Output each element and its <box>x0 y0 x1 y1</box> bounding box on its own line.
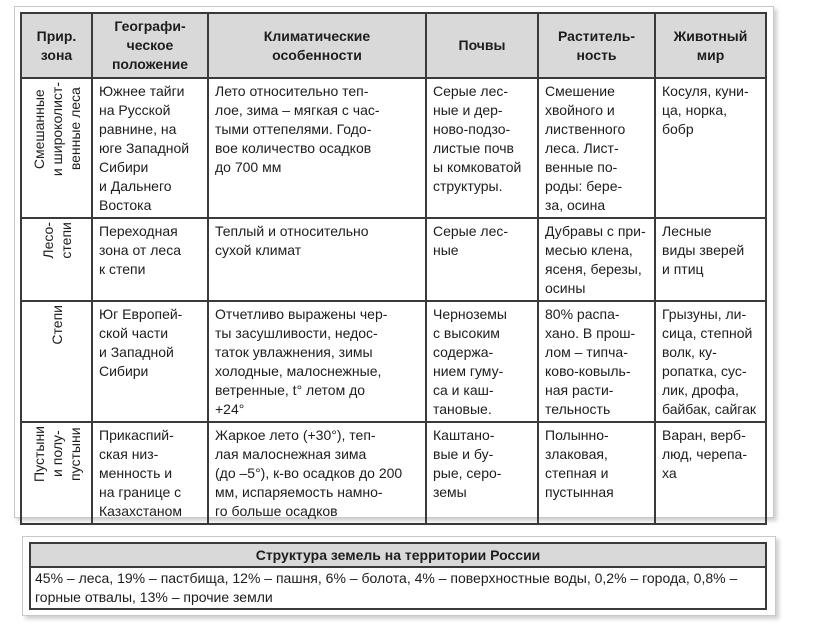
geography-cell: Юг Европей- ской части и Западной Сибири <box>92 301 208 422</box>
zone-label: Смешанные и широколист- венные леса <box>30 82 83 177</box>
zone-label: Степи <box>48 305 65 345</box>
table-row <box>21 301 766 422</box>
header-fauna: Животный мир <box>655 13 766 78</box>
zone-cell <box>21 78 92 218</box>
zone-cell <box>21 422 92 524</box>
zone-label: Лесо- степи <box>39 222 74 259</box>
land-structure-text: 45% – леса, 19% – пастбища, 12% – пашня, 6% – болота, 4% – поверхностные воды, 0,2% – города, 0,8% – горные отвалы, 13% – прочие земли <box>35 570 738 605</box>
fauna-cell: Грызуны, ли- сица, степной волк, ку- ропатка, сус- лик, дрофа, байбак, сайгак <box>655 301 766 422</box>
vegetation-cell: Смешение хвойного и лиственного леса. Лист- венные по- роды: бере- за, осина <box>538 78 655 218</box>
geography-cell: Прикаспий- ская низ- менность и на границе с Казахстаном <box>92 422 208 524</box>
table-row <box>21 78 766 218</box>
zone-cell <box>21 301 92 422</box>
land-structure-title: Структура земель на территории России <box>31 544 765 568</box>
climate-cell: Отчетливо выражены чер- ты засушливости, недос- таток увлажнения, зимы холодные, малоснежные, ветренные, t° летом до +24° <box>208 301 426 422</box>
soils-cell: Серые лес- ные и дер- ново-подзо- листые почв ы комковатой структуры. <box>426 78 538 218</box>
vegetation-cell: Дубравы с при- месью клена, ясеня, березы, осины <box>538 218 655 301</box>
header-geography: Географи- ческое положение <box>92 13 208 78</box>
vegetation-cell: Полынно- злаковая, степная и пустынная <box>538 422 655 524</box>
vegetation-cell: 80% распа- хано. В прош- лом – типча- ково-ковыль- ная расти- тельность <box>538 301 655 422</box>
zone-label: Пустыни и полу- пустыни <box>30 426 83 482</box>
geography-cell: Переходная зона от леса к степи <box>92 218 208 301</box>
fauna-cell: Варан, верб- люд, черепа- ха <box>655 422 766 524</box>
table-header-row <box>21 13 766 78</box>
climate-cell: Лето относительно теп- лое, зима – мягкая с час- тыми оттепелями. Годо- вое количество осадков до 700 мм <box>208 78 426 218</box>
climate-cell: Жаркое лето (+30°), теп- лая малоснежная зима (до –5°), к-во осадков до 200 мм, испаряемость намно- го больше осадков <box>208 422 426 524</box>
land-structure-box <box>29 542 767 610</box>
header-zone: Прир. зона <box>21 13 92 78</box>
header-climate: Климатические особенности <box>208 13 426 78</box>
zone-cell <box>21 218 92 301</box>
geography-cell: Южнее тайги на Русской равнине, на юге Западной Сибири и Дальнего Востока <box>92 78 208 218</box>
soils-cell: Серые лес- ные <box>426 218 538 301</box>
header-soils: Почвы <box>426 13 538 78</box>
fauna-cell: Косуля, куни- ца, норка, бобр <box>655 78 766 218</box>
header-vegetation: Раститель- ность <box>538 13 655 78</box>
fauna-cell: Лесные виды зверей и птиц <box>655 218 766 301</box>
table-row <box>21 422 766 524</box>
soils-cell: Каштано- вые и бу- рые, серо- земы <box>426 422 538 524</box>
natural-zones-table <box>20 12 767 525</box>
climate-cell: Теплый и относительно сухой климат <box>208 218 426 301</box>
soils-cell: Черноземы с высоким содержа- нием гуму- са и каш- тановые. <box>426 301 538 422</box>
table-row <box>21 218 766 301</box>
